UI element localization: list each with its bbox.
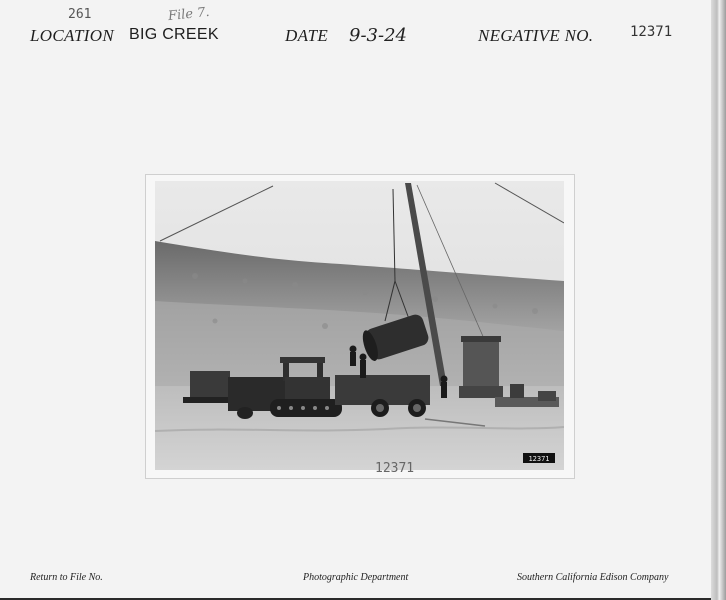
photo-negative-number: 12371 [528,455,550,463]
footer-company: Southern California Edison Company [517,572,669,583]
date-label: DATE [285,26,329,45]
negative-label: NEGATIVE NO. [478,26,594,45]
date-value: 9-3-24 [349,25,407,46]
footer-return-to-file: Return to File No. [30,572,103,583]
footer-department: Photographic Department [303,572,409,583]
file-number: 261 [68,7,92,22]
margin-note: File 7. [167,4,211,25]
print-number-stamp: 12371 [375,461,415,476]
construction-photo [155,181,564,470]
location-label: LOCATION [30,26,114,45]
card-edge [711,0,726,600]
negative-number: 12371 [630,24,673,40]
location-value: BIG CREEK [129,26,219,43]
